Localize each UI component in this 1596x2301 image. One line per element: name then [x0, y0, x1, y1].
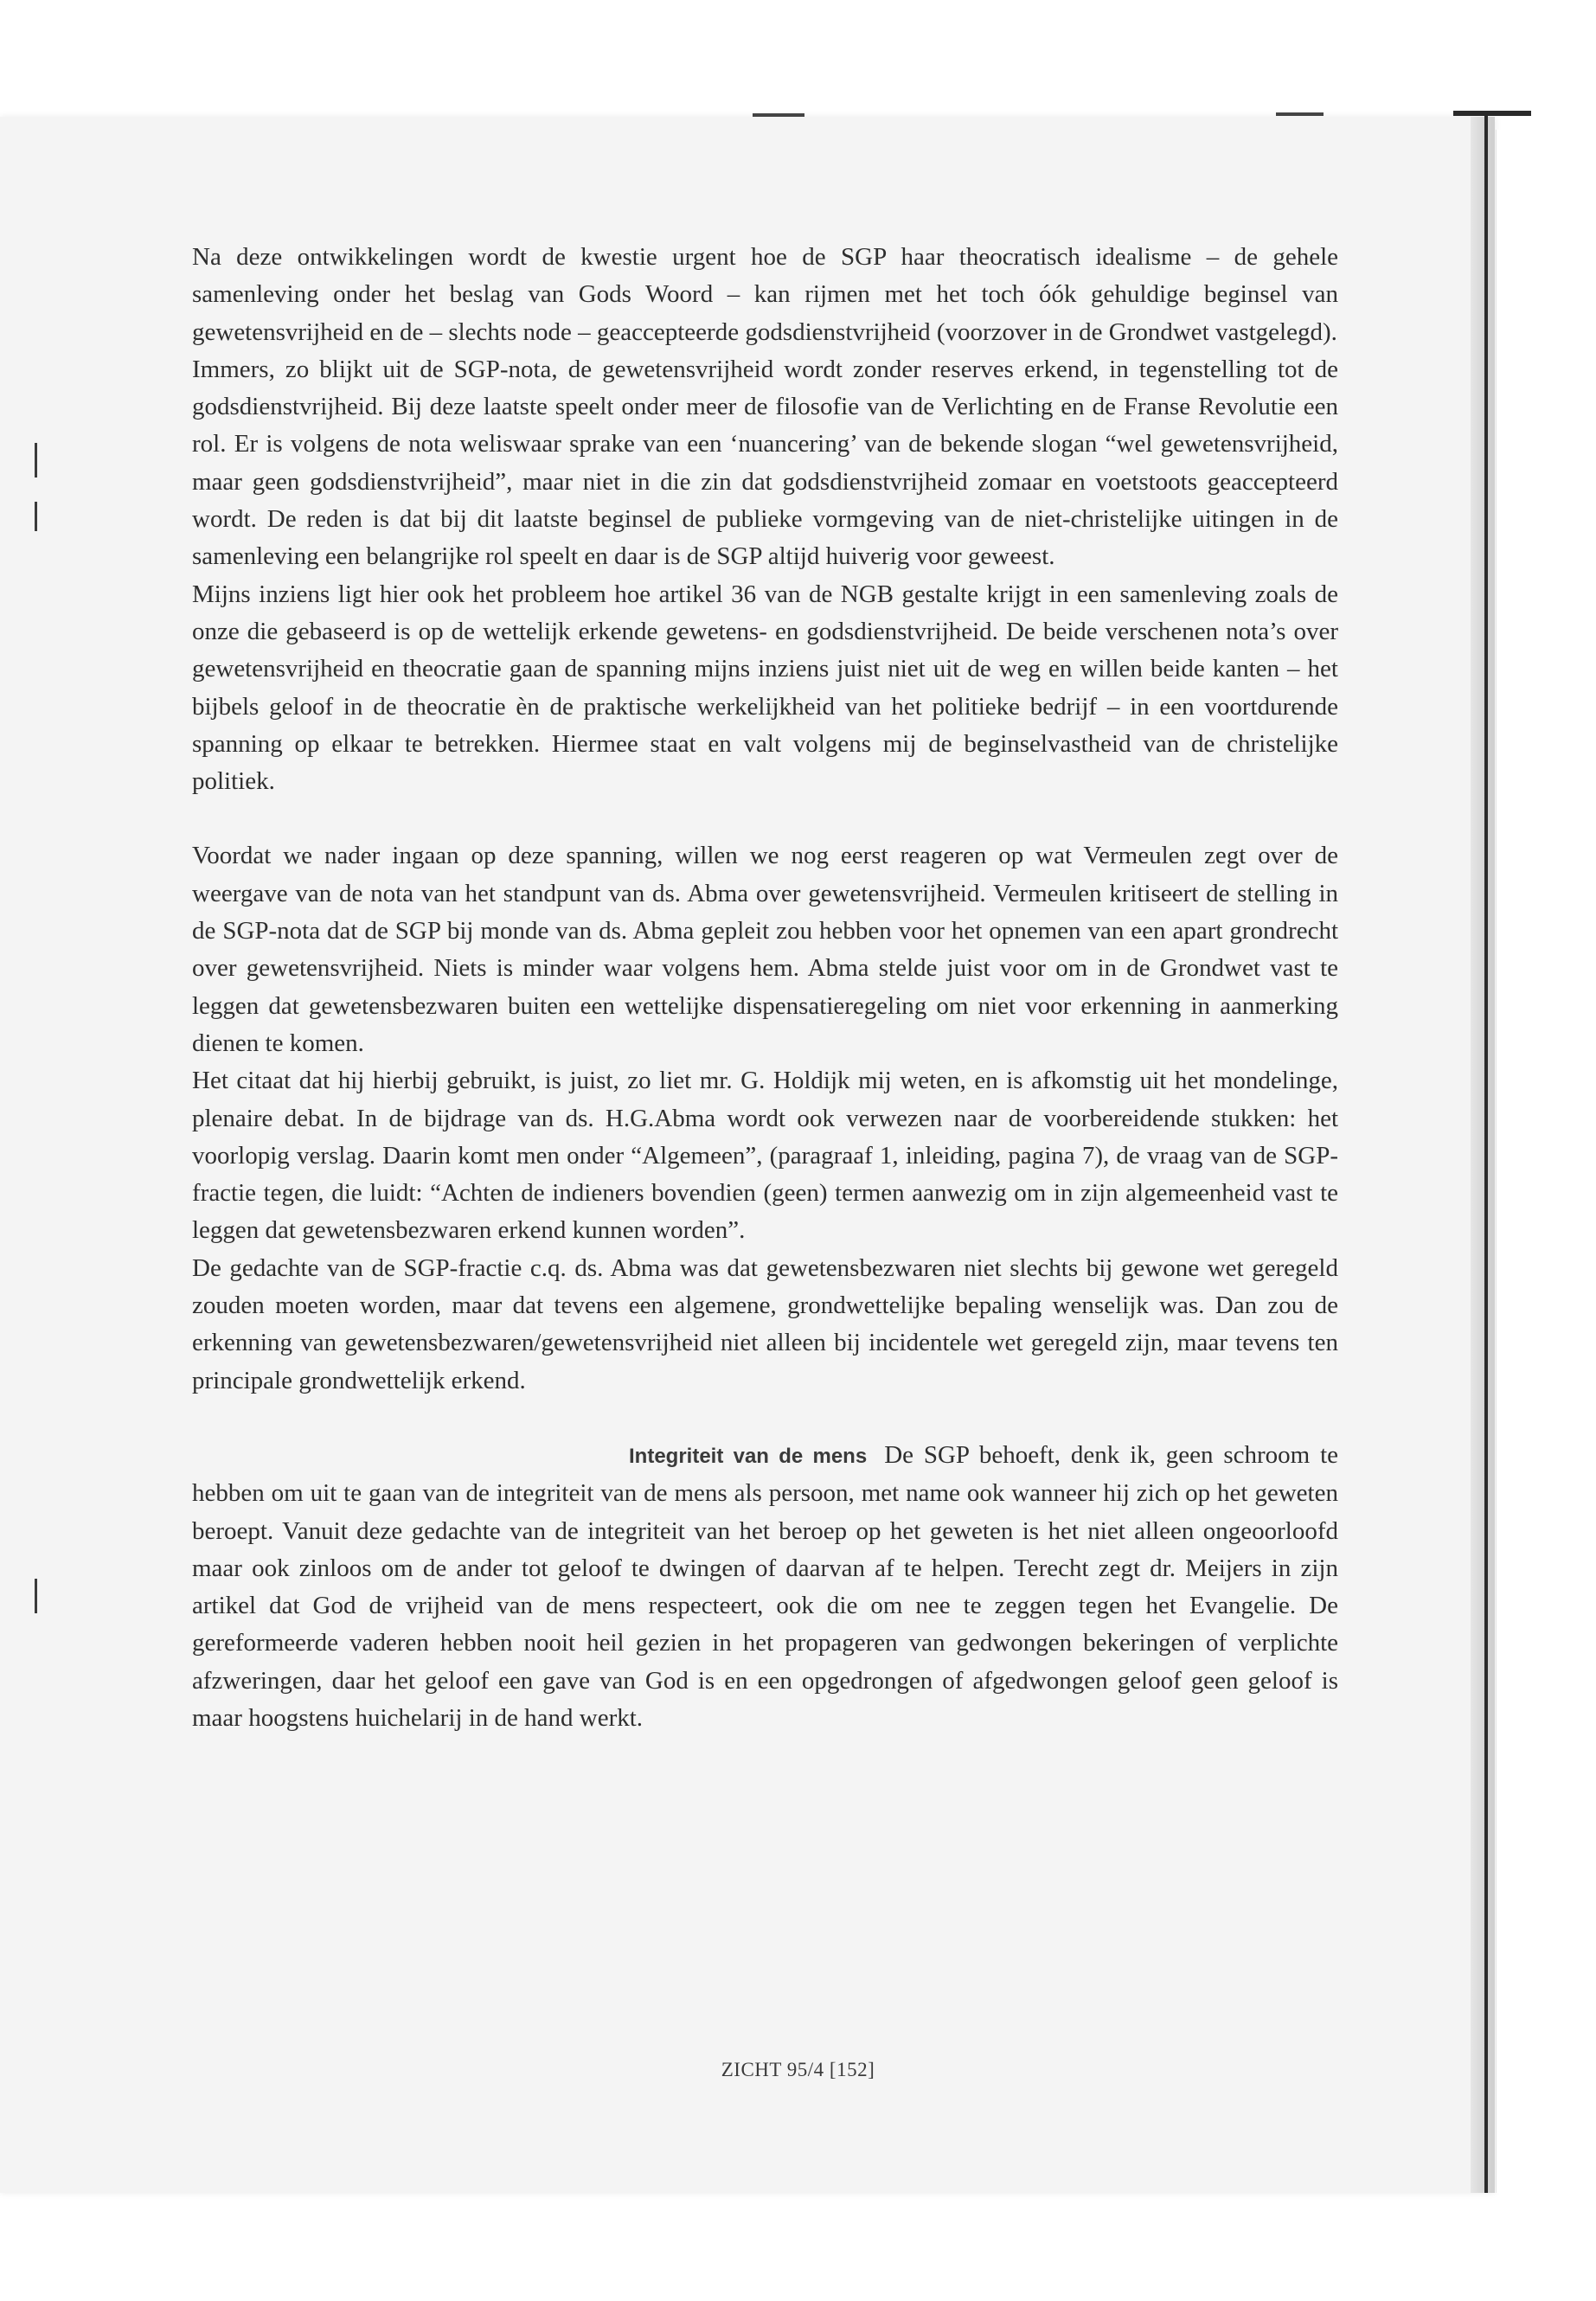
scan-mark	[1276, 112, 1324, 116]
margin-mark	[35, 1579, 37, 1613]
spine-top-cap	[1453, 111, 1531, 116]
margin-mark	[35, 443, 37, 478]
next-page-edge	[1496, 130, 1531, 2193]
margin-mark	[35, 502, 37, 531]
page-binding-shadow	[1471, 117, 1495, 2193]
paragraph: Immers, zo blijkt uit de SGP-nota, de gewetensvrijheid wordt zonder reserves erkend, in tegenstelling tot de godsdienstvrijheid. Bij deze laatste speelt onder meer de filosofie van de Verlichting en de Franse Revolutie een rol. Er is volgens de nota weliswaar sprake van een ‘nuancering’ van de bekende slogan “wel gewetensvrijheid, maar geen godsdienstvrijheid”, maar niet in die zin dat godsdienstvrijheid zomaar en voetstoots geaccepteerd wordt. De reden is dat bij dit laatste beginsel de publieke vormgeving van de niet-christelijke uitingen in de samenleving een belangrijke rol speelt en daar is de SGP altijd huiverig voor geweest.	[192, 355, 1338, 571]
paragraph: Het citaat dat hij hierbij gebruikt, is juist, zo liet mr. G. Holdijk mij weten, en is afkomstig uit het mondelinge, plenaire debat. In de bijdrage van ds. H.G.Abma wordt ook verwezen naar de voorbereidende stukken: het voorlopig verslag. Daarin komt men onder “Algemeen”, (paragraaf 1, inleiding, pagina 7), de vraag van de SGP-fractie tegen, die luidt: “Achten de indieners bovendien (geen) termen aanwezig om in zijn algemeenheid vast te leggen dat gewetensbezwaren erkend kunnen worden”.	[192, 1067, 1338, 1245]
paragraph-with-subheading	[192, 1437, 1338, 1737]
paragraph: Mijns inziens ligt hier ook het probleem hoe artikel 36 van de NGB gestalte krijgt in een samenleving zoals de onze die gebaseerd is op de wettelijk erkende gewetens- en godsdienstvrijheid. De beide verschenen nota’s over gewetensvrijheid en theocratie gaan de spanning mijns inziens juist niet uit de weg en willen beide kanten – het bijbels geloof in de theocratie èn de praktische werkelijkheid van het politieke bedrijf – in een voortdurende spanning op elkaar te betrekken. Hiermee staat en valt volgens mij de beginselvastheid van de christelijke politiek.	[192, 580, 1338, 796]
paragraph: Voordat we nader ingaan op deze spanning, willen we nog eerst reageren op wat Vermeulen zegt over de weergave van de nota van het standpunt van ds. Abma over gewetensvrijheid. Vermeulen kritiseert de stelling in de SGP-nota dat de SGP bij monde van ds. Abma gepleit zou hebben voor het opnemen van een apart grondrecht over gewetensvrijheid. Niets is minder waar volgens hem. Abma stelde juist voor om in de Grondwet vast te leggen dat gewetensbezwaren buiten een wettelijke dispensatieregeling om niet voor erkenning in aanmerking dienen te komen.	[192, 842, 1338, 1057]
article-body	[192, 239, 1338, 1737]
page-folio: ZICHT 95/4 [152]	[721, 2059, 875, 2080]
paragraph: Na deze ontwikkelingen wordt de kwestie urgent hoe de SGP haar theocratisch idealisme – de gehele samenleving onder het beslag van Gods Woord – kan rijmen met het toch óók gehuldige beginsel van gewetensvrijheid en de – slechts node – geaccepteerde godsdienstvrijheid (voorzover in de Grondwet vastgelegd).	[192, 243, 1338, 346]
section-subheading: Integriteit van de mens	[629, 1444, 868, 1468]
paragraph-text: De SGP behoeft, denk ik, geen schroom te hebben om uit te gaan van de integriteit van de mens als persoon, met name ook wanneer hij zich op het geweten beroept. Vanuit deze gedachte van de integriteit van het beroep op het geweten is het niet alleen ongeoorloofd maar ook zinloos om de ander tot geloof te dwingen of daarvan af te helpen. Terecht zegt dr. Meijers in zijn artikel dat God de vrijheid van de mens respecteert, ook die om nee te zeggen tegen het Evangelie. De gereformeerde vaderen hebben nooit heil gezien in het propageren van gedwongen bekeringen of verplichte afzweringen, daar het geloof een gave van God is en een opgedrongen of afgedwongen geloof geen geloof is maar hoogstens huichelarij in de hand werkt.	[192, 1440, 1338, 1732]
scan-mark	[753, 113, 804, 117]
paragraph: De gedachte van de SGP-fractie c.q. ds. Abma was dat gewetensbezwaren niet slechts bij gewone wet geregeld zouden moeten worden, maar dat tevens een algemene, grondwettelijke bepaling wenselijk was. Dan zou de erkenning van gewetensbezwaren/gewetensvrijheid niet alleen bij incidentele wet geregeld zijn, maar tevens ten principale grondwettelijk erkend.	[192, 1253, 1338, 1394]
book-spine	[1484, 112, 1488, 2193]
